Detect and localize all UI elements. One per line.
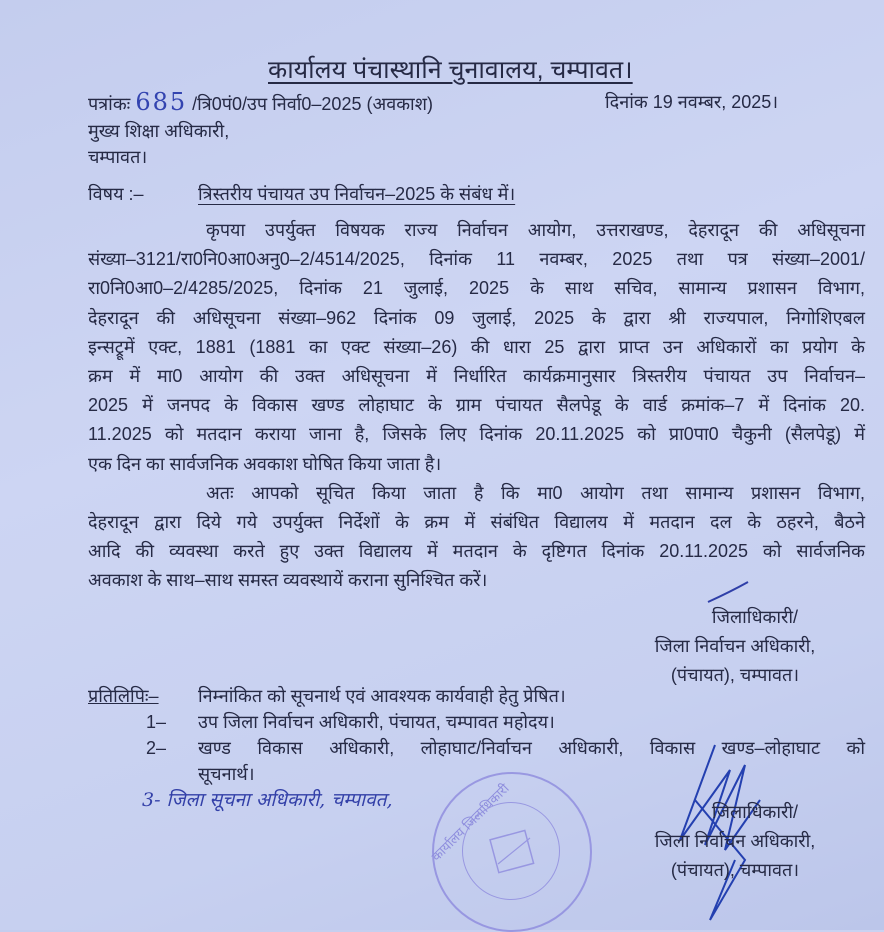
signatory-designation: जिलाधिकारी/ [711,802,799,822]
body-line: 11.2025 को मतदान कराया जाना है, जिसके लिए दिनांक 20.11.2025 को प्रा0पा0 चैकुनी (सैलपेडू) में [88,424,865,445]
letter-date: दिनांक 19 नवम्बर, 2025। [605,92,779,112]
office-stamp [428,772,592,932]
body-line: अतः आपको सूचित किया जाता है कि मा0 आयोग तथा सामान्य प्रशासन विभाग, [206,482,865,503]
signatory-designation: (पंचायत), चम्पावत। [670,665,800,685]
subject-label: विषय :– [88,184,144,204]
office-title: कार्यालय पंचास्थानि चुनावालय, चम्पावत। [268,56,633,84]
handwritten-copy-item: 3- जिला सूचना अधिकारी, चम्पावत, [142,789,393,811]
addressee-line: मुख्य शिक्षा अधिकारी, [88,121,230,141]
subject [88,182,516,206]
signatory-designation: जिला निर्वाचन अधिकारी, [654,636,816,656]
signature-block-2 [610,798,860,885]
body-line: देहरादून की अधिसूचना संख्या–962 दिनांक 09 जुलाई, 2025 के द्वारा श्री राज्यपाल, निगोशिएबल [88,307,865,328]
body-line: कृपया उपर्युक्त विषयक राज्य निर्वाचन आयोग, उत्तराखण्ड, देहरादून की अधिसूचना [206,220,865,240]
body-line: इन्सट्रूमें एक्ट, 1881 (1881 का एक्ट संख्या–26) की धारा 25 द्वारा प्राप्त उन अधिकारों का प्रयोग के [88,336,865,357]
body-line: 2025 में जनपद के विकास खण्ड लोहाघाट के ग्राम पंचायत सैलपेडू के वार्ड क्रमांक–7 में दिनांक 20. [88,395,865,416]
copy-intro: निम्नांकित को सूचनार्थ एवं आवश्यक कार्यवाही हेतु प्रेषित। [198,686,566,706]
signatory-designation: जिलाधिकारी/ [711,607,799,627]
ref-suffix: /त्रि0पं0/उप निर्वा0–2025 (अवकाश) [192,94,433,114]
signatory-designation: (पंचायत), चम्पावत। [670,860,800,880]
body-line: रा0नि0आ0–2/4285/2025, दिनांक 21 जुलाई, 2025 के साथ सचिव, सामान्य प्रशासन विभाग, [88,278,865,299]
body-line: आदि की व्यवस्था करते हुए उक्त विद्यालय में मतदान के दृष्टिगत दिनांक 20.11.2025 को सार्वजनिक [88,541,865,562]
copy-item: 1– उप जिला निर्वाचन अधिकारी, पंचायत, चम्पावत महोदय। [146,712,555,732]
signature-block-1 [610,603,860,690]
letter-body [88,216,865,596]
ref-number: 685 [135,88,188,116]
stamp-emblem-icon [486,824,542,880]
copy-label: प्रतिलिपिः– [88,686,159,706]
ref-label: पत्रांकः [88,94,131,114]
letter-reference [88,88,433,116]
body-line: क्रम में मा0 आयोग की उक्त अधिसूचना में निर्धारित कार्यक्रमानुसार त्रिस्तरीय पंचायत उप निर्वाचन– [88,366,865,387]
body-line: एक दिन का सार्वजनिक अवकाश घोषित किया जाता है। [88,453,442,474]
body-line: देहरादून द्वारा दिये गये उपर्युक्त निर्देशों के क्रम में संबंधित विद्यालय में मतदान दल के ठहरने, बैठने [88,512,865,533]
copy-item: 2– खण्ड विकास अधिकारी, लोहाघाट/निर्वाचन अधिकारी, विकास खण्ड–लोहाघाट को [146,738,865,758]
subject-text: त्रिस्तरीय पंचायत उप निर्वाचन–2025 के संबंध में। [198,184,516,204]
addressee-line: चम्पावत। [88,147,148,167]
stamp-text: कार्यालय जिलाधिकारी [428,780,512,865]
signatory-designation: जिला निर्वाचन अधिकारी, [654,831,816,851]
copy-item: सूचनार्थ। [198,764,255,784]
addressee [88,118,229,170]
body-line: अवकाश के साथ–साथ समस्त व्यवस्थायें कराना सुनिश्चित करें। [88,570,488,591]
body-line: संख्या–3121/रा0नि0आ0अनु0–2/4514/2025, दिनांक 11 नवम्बर, 2025 तथा पत्र संख्या–2001/ [88,249,865,270]
